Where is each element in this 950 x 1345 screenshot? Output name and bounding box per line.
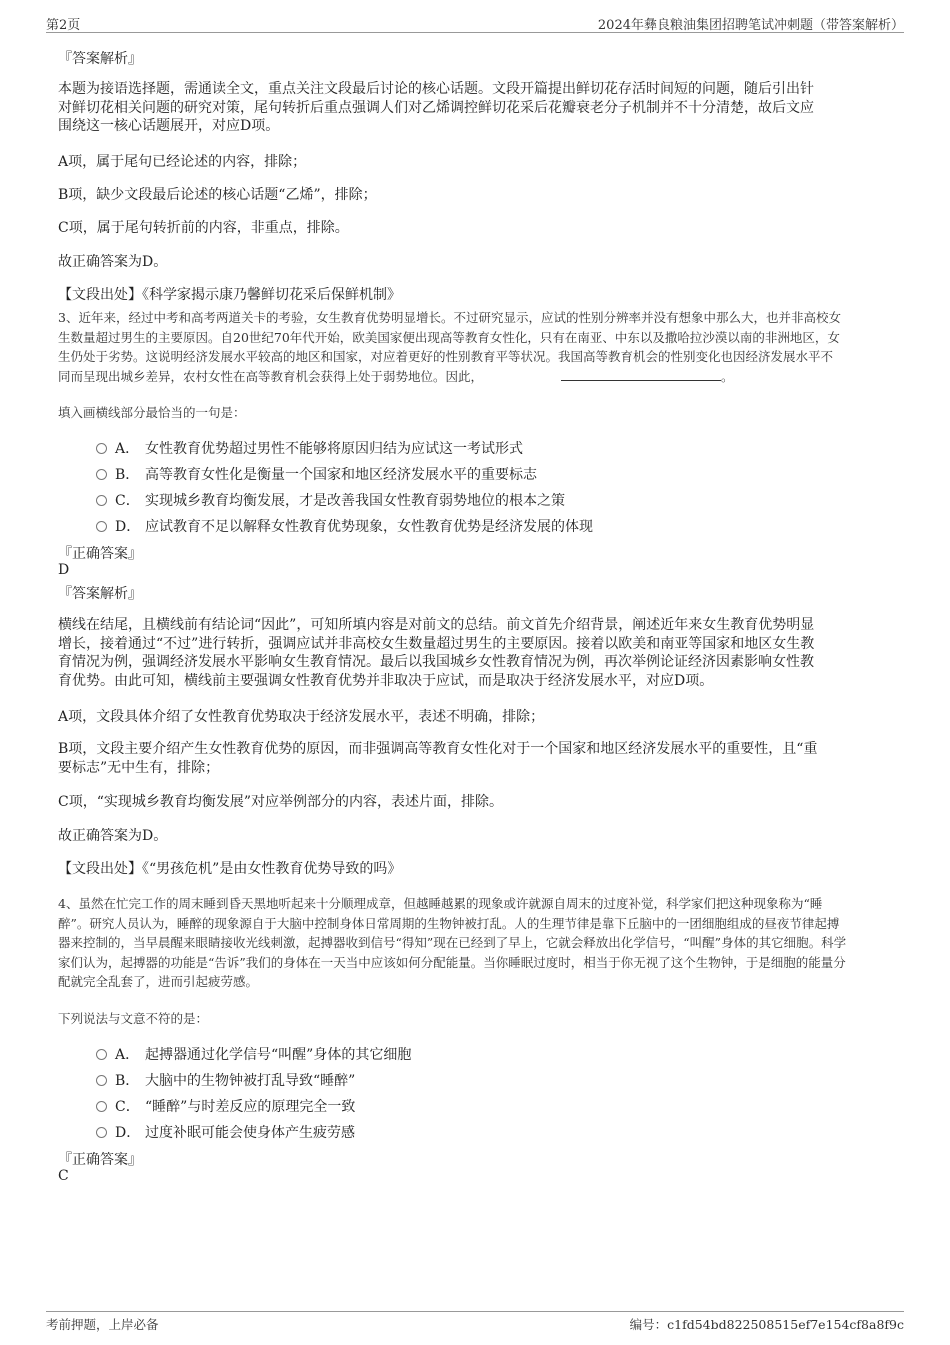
analysis-text — [58, 616, 894, 690]
radio-icon[interactable] — [96, 521, 107, 532]
question-stem — [58, 894, 898, 992]
text-line: 器来控制的，当早晨醒来眼睛接收光线刺激，起搏器收到信号“得知”现在已经到了早上，它就会释放出化学信号，“叫醒”身体的其它细胞。科学 — [58, 935, 847, 950]
radio-icon[interactable] — [96, 495, 107, 506]
radio-icon[interactable] — [96, 1127, 107, 1138]
footer-slogan: 考前押题，上岸必备 — [46, 1317, 159, 1332]
option-d[interactable]: D． 应试教育不足以解释女性教育优势现象，女性教育优势是经济发展的体现 — [96, 516, 593, 536]
text-line: B项，文段主要介绍产生女性教育优势的原因，而非强调高等教育女性化对于一个国家和地区经济发展水平的重要性，且“重 — [58, 741, 818, 757]
answer-blank — [561, 368, 721, 381]
analysis-label: 『答案解析』 — [58, 51, 142, 67]
option-b[interactable]: B． 大脑中的生物钟被打乱导致“睡醉” — [96, 1070, 355, 1090]
option-a[interactable]: A． 女性教育优势超过男性不能够将原因归结为应试这一考试形式 — [96, 438, 523, 458]
option-d[interactable]: D． 过度补眠可能会使身体产生疲劳感 — [96, 1122, 355, 1142]
text-line: 围绕这一核心话题展开，对应D项。 — [58, 118, 280, 134]
text-line: 育优势。由此可知，横线前主要强调女性教育优势并非取决于应试，而是取决于经济发展水平，对应D项。 — [58, 672, 714, 689]
page-number: 第2页 — [46, 18, 81, 33]
text-line: 要标志”无中生有，排除； — [58, 759, 220, 776]
option-note: A项，属于尾句已经论述的内容，排除； — [58, 154, 307, 170]
question-prompt: 填入画横线部分最恰当的一句是： — [58, 405, 246, 420]
option-a[interactable]: A． 起搏器通过化学信号“叫醒”身体的其它细胞 — [96, 1044, 411, 1064]
option-note: C项，属于尾句转折前的内容，非重点，排除。 — [58, 220, 349, 236]
text-line: 生数量超过男生的主要原因。自20世纪70年代开始，欧美国家便出现高等教育女性化，只有在南亚、中东以及撒哈拉沙漠以南的非洲地区，女 — [58, 329, 840, 345]
correct-answer: D — [58, 562, 70, 578]
option-note: C项，“实现城乡教育均衡发展”对应举例部分的内容，表述片面，排除。 — [58, 794, 504, 810]
text-line: 配就完全乱套了，进而引起疲劳感。 — [58, 974, 259, 989]
source-citation: 【文段出处】《科学家揭示康乃馨鲜切花采后保鲜机制》 — [58, 287, 401, 303]
radio-icon[interactable] — [96, 443, 107, 454]
text-segment: 同而呈现出城乡差异，农村女性在高等教育机会获得上处于弱势地位。因此， — [58, 368, 484, 384]
text-line: 增长，接着通过“不过”进行转折，强调应试并非高校女生数量超过男生的主要原因。接着以欧美和南亚等国家和地区女生教 — [58, 635, 815, 652]
option-b[interactable]: B． 高等教育女性化是衡量一个国家和地区经济发展水平的重要标志 — [96, 464, 537, 484]
correct-answer-label: 『正确答案』 — [58, 1152, 142, 1168]
question-prompt: 下列说法与文意不符的是： — [58, 1011, 209, 1026]
option-note: A项，文段具体介绍了女性教育优势取决于经济发展水平，表述不明确，排除； — [58, 709, 545, 725]
option-note: B项，缺少文段最后论述的核心话题“乙烯”，排除； — [58, 187, 377, 203]
text-line: 家们认为，起搏器的功能是“告诉”我们的身体在一天当中应该如何分配能量。当你睡眠过度时，相当于你无视了这个生物钟，于是细胞的能量分 — [58, 954, 846, 970]
document-title: 2024年彝良粮油集团招聘笔试冲刺题（带答案解析） — [597, 18, 904, 33]
text-line: 3、近年来，经过中考和高考两道关卡的考验，女生教育优势明显增长。不过研究显示，应试的性别分辨率并没有想象中那么大，也并非高校女 — [58, 310, 841, 325]
radio-icon[interactable] — [96, 469, 107, 480]
option-c[interactable]: C． “睡醉”与时差反应的原理完全一致 — [96, 1096, 355, 1116]
correct-answer: C — [58, 1168, 69, 1184]
text-line: 4、虽然在忙完工作的周末睡到昏天黑地听起来十分顺理成章，但越睡越累的现象或许就源自周末的过度补觉，科学家们把这种现象称为“睡 — [58, 896, 823, 911]
conclusion: 故正确答案为D。 — [58, 254, 168, 270]
radio-icon[interactable] — [96, 1101, 107, 1112]
correct-answer-label: 『正确答案』 — [58, 546, 142, 562]
text-line — [58, 367, 898, 387]
text-line: 育情况为例，强调经济发展水平影响女生教育情况。最后以我国城乡女性教育情况为例，再次举例论证经济因素影响女性教 — [58, 654, 814, 670]
text-line: 本题为接语选择题，需通读全文，重点关注文段最后讨论的核心话题。文段开篇提出鲜切花存活时间短的问题，随后引出针 — [58, 81, 814, 97]
page-header — [46, 12, 904, 33]
text-segment: 。 — [721, 368, 734, 384]
question-stem — [58, 308, 898, 386]
analysis-text — [58, 80, 894, 136]
analysis-label: 『答案解析』 — [58, 586, 142, 602]
option-c[interactable]: C． 实现城乡教育均衡发展，才是改善我国女性教育弱势地位的根本之策 — [96, 490, 565, 510]
radio-icon[interactable] — [96, 1049, 107, 1060]
document-id: 编号：c1fd54bd822508515ef7e154cf8a8f9c — [629, 1317, 904, 1332]
radio-icon[interactable] — [96, 1075, 107, 1086]
page-footer — [46, 1311, 904, 1334]
text-line: 横线在结尾，且横线前有结论词“因此”，可知所填内容是对前文的总结。前文首先介绍背景，阐述近年来女生教育优势明显 — [58, 617, 815, 633]
option-note — [58, 740, 894, 777]
text-line: 生仍处于劣势。这说明经济发展水平较高的地区和国家，对应着更好的性别教育平等状况。我国高等教育机会的性别变化也因经济发展水平不 — [58, 349, 834, 364]
conclusion: 故正确答案为D。 — [58, 828, 168, 844]
source-citation: 【文段出处】《“男孩危机”是由女性教育优势导致的吗》 — [58, 861, 402, 877]
text-line: 醉”。研究人员认为，睡醉的现象源自于大脑中控制身体日常周期的生物钟被打乱。人的生理节律是靠下丘脑中的一团细胞组成的昼夜节律起搏 — [58, 915, 840, 931]
text-line: 对鲜切花相关问题的研究对策，尾句转折后重点强调人们对乙烯调控鲜切花采后花瓣衰老分子机制并不十分清楚，故后文应 — [58, 99, 814, 116]
